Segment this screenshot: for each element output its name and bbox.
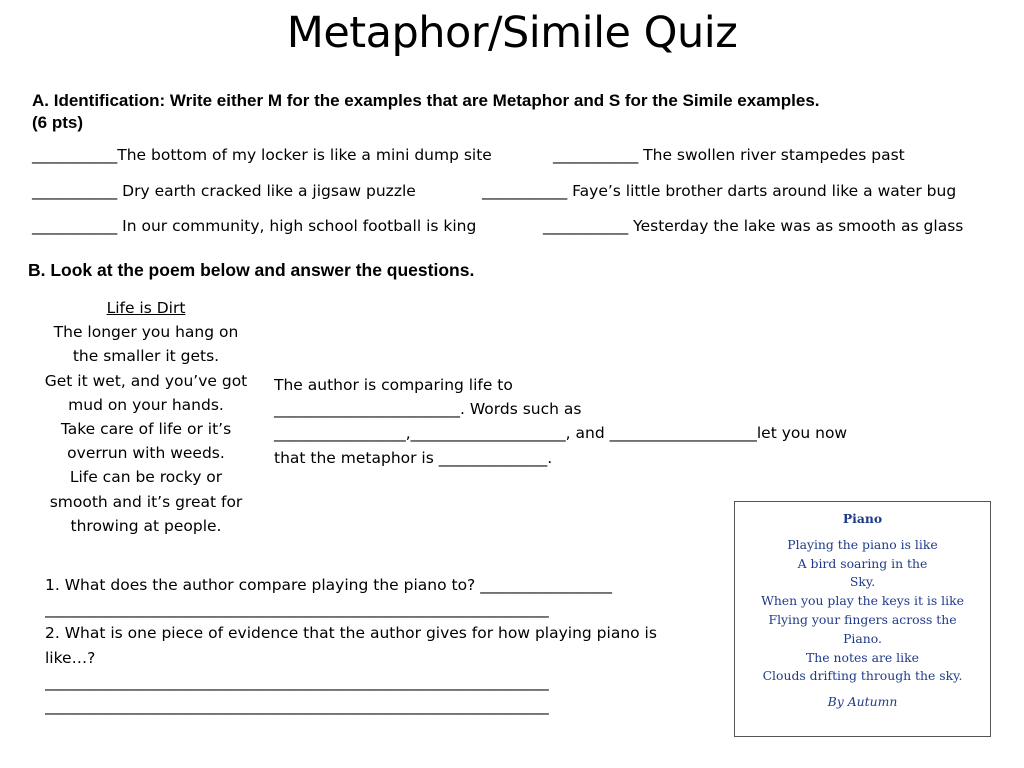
question-2: 2. What is one piece of evidence that the author gives for how playing piano is [45,624,657,643]
poem-line: Take care of life or it’s [60,420,232,439]
piano-poem-line: Playing the piano is like [787,536,938,552]
piano-poem-lines [735,536,990,686]
piano-poem-line: When you play the keys it is like [761,593,964,609]
section-a-heading [32,90,992,134]
section-a-heading-line2: (6 pts) [32,113,83,132]
piano-poem-line: Sky. [849,574,876,590]
poem-line: mud on your hands. [68,395,224,414]
poem-line: overrun with weeds. [67,444,225,463]
identification-item-2: ___________ The swollen river stampedes past [553,146,905,164]
answer-line: _________________________________________________________________ [45,697,549,716]
poem-line: The longer you hang on [53,323,239,342]
poem-line: throwing at people. [70,516,222,535]
comparison-line: that the metaphor is ______________. [274,448,553,467]
poem-line: the smaller it gets. [72,347,220,366]
piano-poem-box [734,501,991,737]
poem-line: Get it wet, and you’ve got [44,371,248,390]
piano-poem-author: By Autumn [827,694,898,710]
piano-poem-line: Flying your fingers across the [768,611,957,627]
identification-item-6: ___________ Yesterday the lake was as smooth as glass [543,217,964,235]
comparison-paragraph [274,373,974,470]
question-1: 1. What does the author compare playing the piano to? _________________ [45,576,612,594]
piano-poem-title: Piano [842,511,883,526]
question-2-continued: like…? [45,648,96,667]
comparison-line: ________________________. Words such as [274,400,582,419]
poem-title: Life is Dirt [106,299,186,317]
page-title: Metaphor/Simile Quiz [286,8,738,58]
section-b-heading: B. Look at the poem below and answer the questions. [28,260,475,280]
comparison-line: _________________,____________________, and ___________________let you now [274,424,848,443]
identification-item-1: ___________The bottom of my locker is like a mini dump site [32,146,492,164]
poem-line: Life can be rocky or [69,468,223,487]
questions-block [45,573,675,718]
identification-item-3: ___________ Dry earth cracked like a jigsaw puzzle [32,182,416,200]
piano-poem-line: The notes are like [806,649,919,665]
identification-item-5: ___________ In our community, high school football is king [32,217,477,235]
answer-line: _________________________________________________________________ [45,672,549,691]
answer-line: _________________________________________________________________ [45,600,549,619]
piano-poem-line: A bird soaring in the [797,555,928,571]
section-a-heading-line1: A. Identification: Write either M for the examples that are Metaphor and S for the Simile examples. [32,91,820,110]
piano-poem-line: Piano. [843,630,882,646]
comparison-line: The author is comparing life to [274,376,513,394]
poem-line: smooth and it’s great for [49,492,243,511]
identification-item-4: ___________ Faye’s little brother darts around like a water bug [482,182,957,200]
piano-poem-line: Clouds drifting through the sky. [762,668,963,684]
poem-life-is-dirt [30,296,262,538]
